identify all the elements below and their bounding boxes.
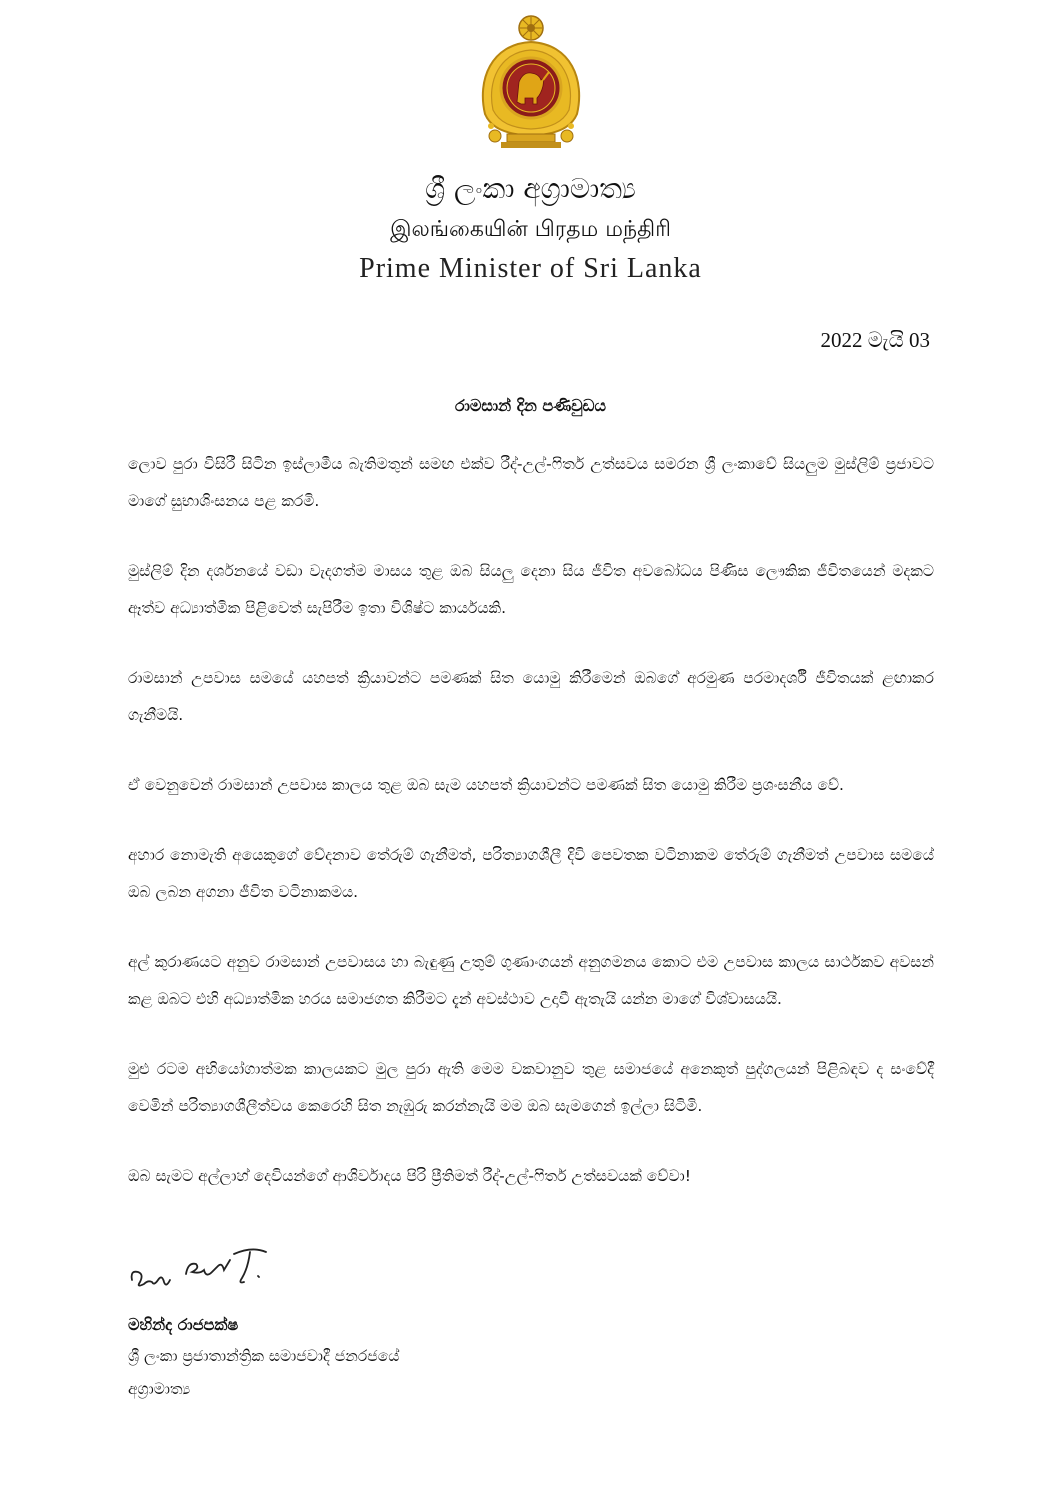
body-paragraph: ඔබ සැමට අල්ලාහ් දෙවියන්ගේ ආශිර්වාදය පිරි ප්‍රීතිමත් රීද්-උල්-ෆිතර් උත්සවයක් වේවා!	[128, 1167, 691, 1185]
body-paragraph: ලොව පුරා විසිරී සිටින ඉස්ලාමීය බැතිමතුන් සමඟ එක්ව රීද්-උල්-ෆිතර් උත්සවය සමරන ශ්‍රී ලංකාවේ සියලුම මුස්ලිම් ප්‍රජාවට මාගේ සුභාශිංසනය පළ කරමි.	[128, 455, 934, 510]
handwritten-signature-icon	[126, 1240, 276, 1296]
signatory-title-line-2: අග්‍රාමාත්‍ය	[128, 1380, 191, 1398]
body-paragraph: මුස්ලිම් දින දර්ශනයේ වඩා වැදගත්ම මාසය තුළ ඔබ සියලු දෙනා සිය ජීවිත අවබෝධය පිණිස ලෞකික ජීවිතයෙන් මදකට ඈත්ව අධ්‍යාත්මික පිළිවෙත් සැපිරීම ඉතා විශිෂ්ට කාර්යයකි.	[128, 562, 934, 617]
letterhead-title-tamil: இலங்கையின் பிரதம மந்திரி	[390, 217, 671, 242]
body-paragraph: ඒ වෙනුවෙන් රාමසාන් උපවාස කාලය තුළ ඔබ සැම යහපත් ක්‍රියාවන්ට පමණක් සිත යොමු කිරීම ප්‍රශංසනීය වේ.	[128, 776, 844, 794]
body-paragraph: අල් කුරාණයට අනුව රාමසාන් උපවාසය හා බැඳුණු උතුම් ගුණාංගයන් අනුගමනය කොට එම උපවාස කාලය සාර්ථකව අවසන් කළ ඔබට එහි අධ්‍යාත්මික හරය සමාජගත කිරීමට දැන් අවස්ථාව උදාවී ඇතැයි යන්න මාගේ විශ්වාසයයි.	[128, 953, 934, 1008]
body-paragraph: අහාර නොමැති අයෙකුගේ වේදනාව තේරුම් ගැනීමත්, පරිත්‍යාගශීලී දිවි පෙවතක වටිනාකම තේරුම් ගැනීමත් උපවාස සමයේ ඔබ ලබන අගනා ජීවිත වටිනාකමය.	[128, 846, 934, 901]
body-paragraph: රාමසාන් උපවාස සමයේ යහපත් ක්‍රියාවන්ට පමණක් සිත යොමු කිරීමෙන් ඔබගේ අරමුණ පරමාදර්ශී ජීවිතයක් ළඟාකර ගැනීමයි.	[128, 669, 934, 724]
letter-date: 2022 මැයි 03	[820, 328, 930, 352]
signatory-title-line-1: ශ්‍රී ලංකා ප්‍රජාතාන්ත්‍රික සමාජවාදී ජනරජයේ	[128, 1347, 400, 1365]
letterhead-title-sinhala: ශ්‍රී ලංකා අග්‍රාමාත්‍ය	[425, 172, 636, 205]
letter-subject: රාමසාන් දින පණිවුඩය	[454, 396, 607, 415]
sri-lanka-national-emblem-icon	[471, 10, 591, 160]
letterhead-title-english: Prime Minister of Sri Lanka	[359, 253, 702, 284]
signatory-name: මහින්ද රාජපක්ෂ	[128, 1315, 239, 1334]
letter-body	[128, 446, 934, 1228]
body-paragraph: මුළු රටම අභියෝගාත්මක කාලයකට මුල පුරා ඇති මෙම වකවානුව තුළ සමාජයේ අනෙකුත් පුද්ගලයන් පිළිබඳව ද සංවේදී වෙමින් පරිත්‍යාගශීලීත්වය කෙරෙහි සිත නැඹුරු කරන්නැයි මම ඔබ සැමගෙන් ඉල්ලා සිටිමි.	[128, 1060, 934, 1115]
